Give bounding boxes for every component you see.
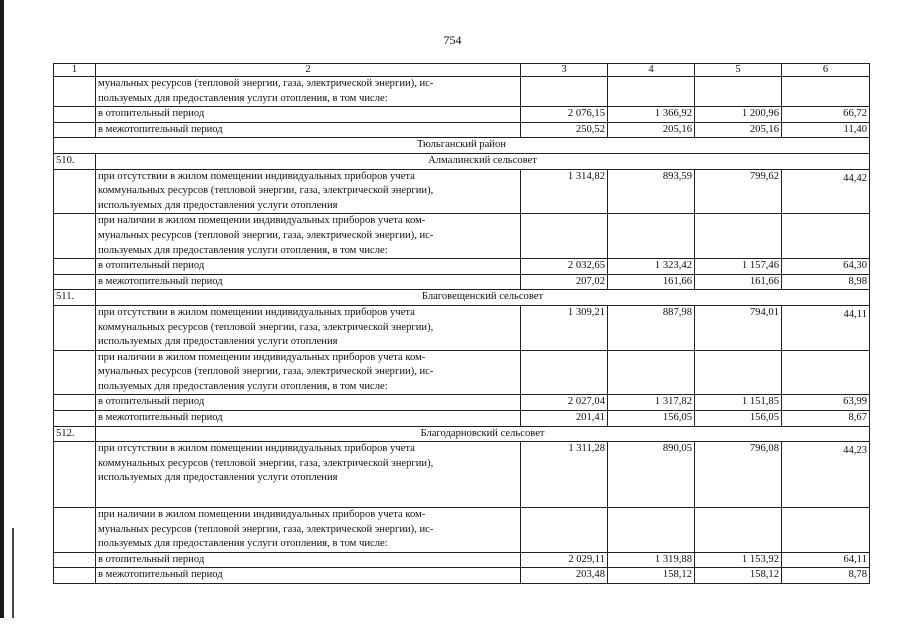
value-cell: 207,02 <box>521 274 608 290</box>
row-label: в отопительный период <box>96 552 521 568</box>
value-cell: 1 314,82 <box>521 169 608 214</box>
value-cell: 156,05 <box>608 411 695 427</box>
table-row <box>54 411 870 427</box>
value-cell: 1 311,28 <box>521 442 608 508</box>
row-description: при наличии в жилом помещении индивидуальных приборов учета ком- мунальных ресурсов (тепловой энергии, газа, электрической энергии), ис- пользуемых для предоставления услуги отопления, в том числе: <box>96 214 521 259</box>
table-row <box>54 395 870 411</box>
value-cell: 44,11 <box>782 305 870 350</box>
table-row <box>54 552 870 568</box>
value-cell: 8,78 <box>782 568 870 584</box>
value-cell: 1 151,85 <box>695 395 782 411</box>
col-header-5: 5 <box>695 64 782 77</box>
row-label: в отопительный период <box>96 107 521 123</box>
value-cell: 205,16 <box>695 122 782 138</box>
value-cell: 8,98 <box>782 274 870 290</box>
row-description: при отсутствии в жилом помещении индивидуальных приборов учета коммунальных ресурсов (тепловой энергии, газа, электрической энергии), используемых для предоставления услуги отопления <box>96 442 521 508</box>
value-cell: 161,66 <box>695 274 782 290</box>
value-cell: 1 317,82 <box>608 395 695 411</box>
value-cell: 205,16 <box>608 122 695 138</box>
value-cell: 1 323,42 <box>608 259 695 275</box>
section-name: Благовещенский сельсовет <box>96 290 870 306</box>
row-description: при наличии в жилом помещении индивидуальных приборов учета ком- мунальных ресурсов (тепловой энергии, газа, электрической энергии), ис- пользуемых для предоставления услуги отопления, в том числе: <box>96 350 521 395</box>
value-cell: 250,52 <box>521 122 608 138</box>
value-cell: 1 319,88 <box>608 552 695 568</box>
table-row <box>54 259 870 275</box>
value-cell: 794,01 <box>695 305 782 350</box>
table-header-row <box>54 64 870 77</box>
tariff-table <box>53 63 870 584</box>
section-name: Алмалинский сельсовет <box>96 153 870 169</box>
value-cell: 201,41 <box>521 411 608 427</box>
value-cell: 893,59 <box>608 169 695 214</box>
row-description: при отсутствии в жилом помещении индивидуальных приборов учета коммунальных ресурсов (тепловой энергии, газа, электрической энергии), используемых для предоставления услуги отопления <box>96 169 521 214</box>
district-row <box>54 138 870 154</box>
table-row <box>54 214 870 259</box>
col-header-3: 3 <box>521 64 608 77</box>
value-cell: 203,48 <box>521 568 608 584</box>
value-cell: 8,67 <box>782 411 870 427</box>
row-label: в межотопительный период <box>96 411 521 427</box>
table-row <box>54 350 870 395</box>
row-label: в отопительный период <box>96 259 521 275</box>
section-number: 510. <box>54 153 96 169</box>
row-description: при отсутствии в жилом помещении индивидуальных приборов учета коммунальных ресурсов (тепловой энергии, газа, электрической энергии), используемых для предоставления услуги отопления <box>96 305 521 350</box>
table-row <box>54 77 870 107</box>
value-cell: 1 153,92 <box>695 552 782 568</box>
value-cell: 1 366,92 <box>608 107 695 123</box>
table-row <box>54 107 870 123</box>
value-cell: 796,08 <box>695 442 782 508</box>
section-header-row <box>54 426 870 442</box>
section-number: 511. <box>54 290 96 306</box>
value-cell: 890,05 <box>608 442 695 508</box>
col-header-4: 4 <box>608 64 695 77</box>
value-cell: 63,99 <box>782 395 870 411</box>
value-cell: 1 157,46 <box>695 259 782 275</box>
col-header-1: 1 <box>54 64 96 77</box>
table-row <box>54 305 870 350</box>
value-cell: 66,72 <box>782 107 870 123</box>
table-row <box>54 169 870 214</box>
row-number-cell <box>54 77 96 107</box>
row-label: в межотопительный период <box>96 122 521 138</box>
value-cell: 2 029,11 <box>521 552 608 568</box>
col-header-6: 6 <box>782 64 870 77</box>
value-cell: 158,12 <box>608 568 695 584</box>
value-cell: 44,42 <box>782 169 870 214</box>
table-row <box>54 568 870 584</box>
district-name: Тюльганский район <box>54 138 870 154</box>
section-header-row <box>54 290 870 306</box>
value-cell: 1 200,96 <box>695 107 782 123</box>
binding-edge-mark <box>12 528 14 618</box>
value-cell: 1 309,21 <box>521 305 608 350</box>
table-row <box>54 508 870 553</box>
value-cell: 161,66 <box>608 274 695 290</box>
value-cell: 64,30 <box>782 259 870 275</box>
section-header-row <box>54 153 870 169</box>
value-cell: 44,23 <box>782 442 870 508</box>
value-cell: 2 076,15 <box>521 107 608 123</box>
value-cell: 11,40 <box>782 122 870 138</box>
col-header-2: 2 <box>96 64 521 77</box>
value-cell: 156,05 <box>695 411 782 427</box>
value-cell: 2 027,04 <box>521 395 608 411</box>
row-label: в межотопительный период <box>96 568 521 584</box>
table-row <box>54 274 870 290</box>
value-cell: 158,12 <box>695 568 782 584</box>
section-number: 512. <box>54 426 96 442</box>
row-label: в отопительный период <box>96 395 521 411</box>
row-description: мунальных ресурсов (тепловой энергии, газа, электрической энергии), ис- пользуемых для предоставления услуги отопления, в том числе: <box>96 77 521 107</box>
row-description: при наличии в жилом помещении индивидуальных приборов учета ком- мунальных ресурсов (тепловой энергии, газа, электрической энергии), ис- пользуемых для предоставления услуги отопления, в том числе: <box>96 508 521 553</box>
value-cell: 887,98 <box>608 305 695 350</box>
table-row <box>54 122 870 138</box>
page-number: 754 <box>443 33 462 47</box>
row-label: в межотопительный период <box>96 274 521 290</box>
section-name: Благодарновский сельсовет <box>96 426 870 442</box>
table-row <box>54 442 870 508</box>
value-cell: 2 032,65 <box>521 259 608 275</box>
value-cell: 799,62 <box>695 169 782 214</box>
value-cell: 64,11 <box>782 552 870 568</box>
binding-edge <box>0 0 4 618</box>
